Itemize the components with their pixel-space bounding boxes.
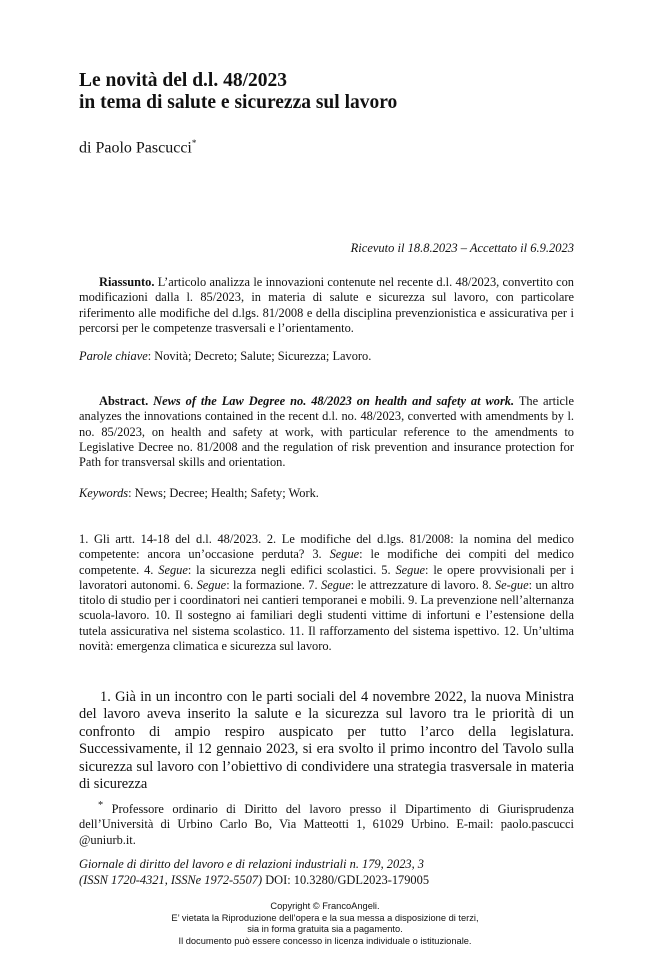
riassunto-paragraph [79,275,574,336]
abstract-paragraph [79,394,574,470]
parole-chiave-text: : Novità; Decreto; Salute; Sicurezza; Lavoro. [147,349,372,363]
footnote-mark: * [98,800,104,811]
title-line-2: in tema di salute e sicurezza sul lavoro [79,92,398,113]
copyright-line-3: sia in forma gratuita sia a pagamento. [247,924,403,935]
table-of-contents: 1. Gli artt. 14-18 del d.l. 48/2023. 2. Le modifiche del d.lgs. 81/2008: la nomina del medico competente: ancora un’occasione perduta? 3. Segue: le modifiche dei compiti del medico competente. 4. Segue: la sicurezza negli edifici scolastici. 5. Segue: le opere provvisionali per i lavoratori autonomi. 6. Segue: la formazione. 7. Segue: le attrezzature di lavoro. 8. Se-gue: un altro titolo di studio per i coordinatori nei cantieri temporanei e mobili. 9. La prevenzione nell’alternanza scuola-lavoro. 10. Il sostegno ai familiari degli studenti vittime di infortuni e l’estensione della tutela assicurativa nel sistema scolastico. 11. Il rafforzamento del sistema ispettivo. 12. Un’ultima novità: emergenza climatica e sicurezza sul lavoro. [79,532,574,654]
copyright-line-1: Copyright © FrancoAngeli. [270,901,380,911]
keywords-label: Keywords [79,486,129,500]
riassunto-text: L’articolo analizza le innovazioni contenute nel recente d.l. 48/2023, convertito con modificazioni dalla l. 85/2023, in materia di salute e sicurezza sul lavoro, con particolare riferimento alle modifiche del d.lgs. 81/2008 e della disciplina prevenzionistica e assicurativa per i percorsi per le competenze trasversali e l’orientamento. [79,275,574,335]
body-paragraph-1: 1. Già in un incontro con le parti sociali del 4 novembre 2022, la nuova Ministra del lavoro aveva inserito la salute e la sicurezza sul lavoro tra le priorità di un confronto di ampio respiro auspicato per tutto l’arco della legislatura. Successivamente, il 12 gennaio 2023, si era svolto il primo incontro del Tavolo sulla sicurezza sul lavoro con l’obiettivo di condividere una strategia trasversale in materia di sicurezza [79,689,574,793]
riassunto-label: Riassunto. [99,275,155,289]
author-line [79,138,574,157]
title-line-1: Le novità del d.l. 48/2023 [79,70,288,91]
article-title [79,70,574,114]
footnote-text: Professore ordinario di Diritto del lavoro presso il Dipartimento di Giurisprudenza dell’Università di Urbino Carlo Bo, Via Matteotti 1, 61029 Urbino. E-mail: paolo.pascucci @uniurb.it. [79,802,574,847]
journal-issn: (ISSN 1720-4321, ISSNe 1972-5507) [79,872,263,887]
parole-chiave [79,349,574,364]
received-accepted-dates: Ricevuto il 18.8.2023 – Accettato il 6.9.2023 [350,241,574,255]
journal-name: Giornale di diritto del lavoro e di relazioni industriali n. 179, 2023, 3 [79,857,424,871]
copyright-line-4: Il documento può essere concesso in licenza individuale o istituzionale. [178,935,472,946]
abstract-label: Abstract. [99,394,149,408]
footnote [79,798,574,848]
body-text [79,689,574,793]
copyright-notice [0,901,650,947]
abstract-title: News of the Law Degree no. 48/2023 on health and safety at work. [153,394,515,408]
parole-chiave-label: Parole chiave [79,349,148,363]
journal-doi: DOI: 10.3280/GDL2023-179005 [265,872,430,887]
abstract-text: The article analyzes the innovations contained in the recent d.l. no. 48/2023, converted with amendments by l. no. 85/2023, on health and safety at work, with particular reference to the amendments to Legislative Decree no. 81/2008 and the regulation of risk prevention and insurance protection for Path for transversal skills and orientation. [79,394,574,470]
author-footnote-mark: * [191,138,197,148]
author-name: di Paolo Pascucci [79,139,192,157]
journal-info [79,857,574,888]
copyright-line-2: E’ vietata la Riproduzione dell’opera e la sua messa a disposizione di terzi, [171,912,479,923]
keywords-text: : News; Decree; Health; Safety; Work. [128,486,319,500]
keywords [79,486,574,501]
